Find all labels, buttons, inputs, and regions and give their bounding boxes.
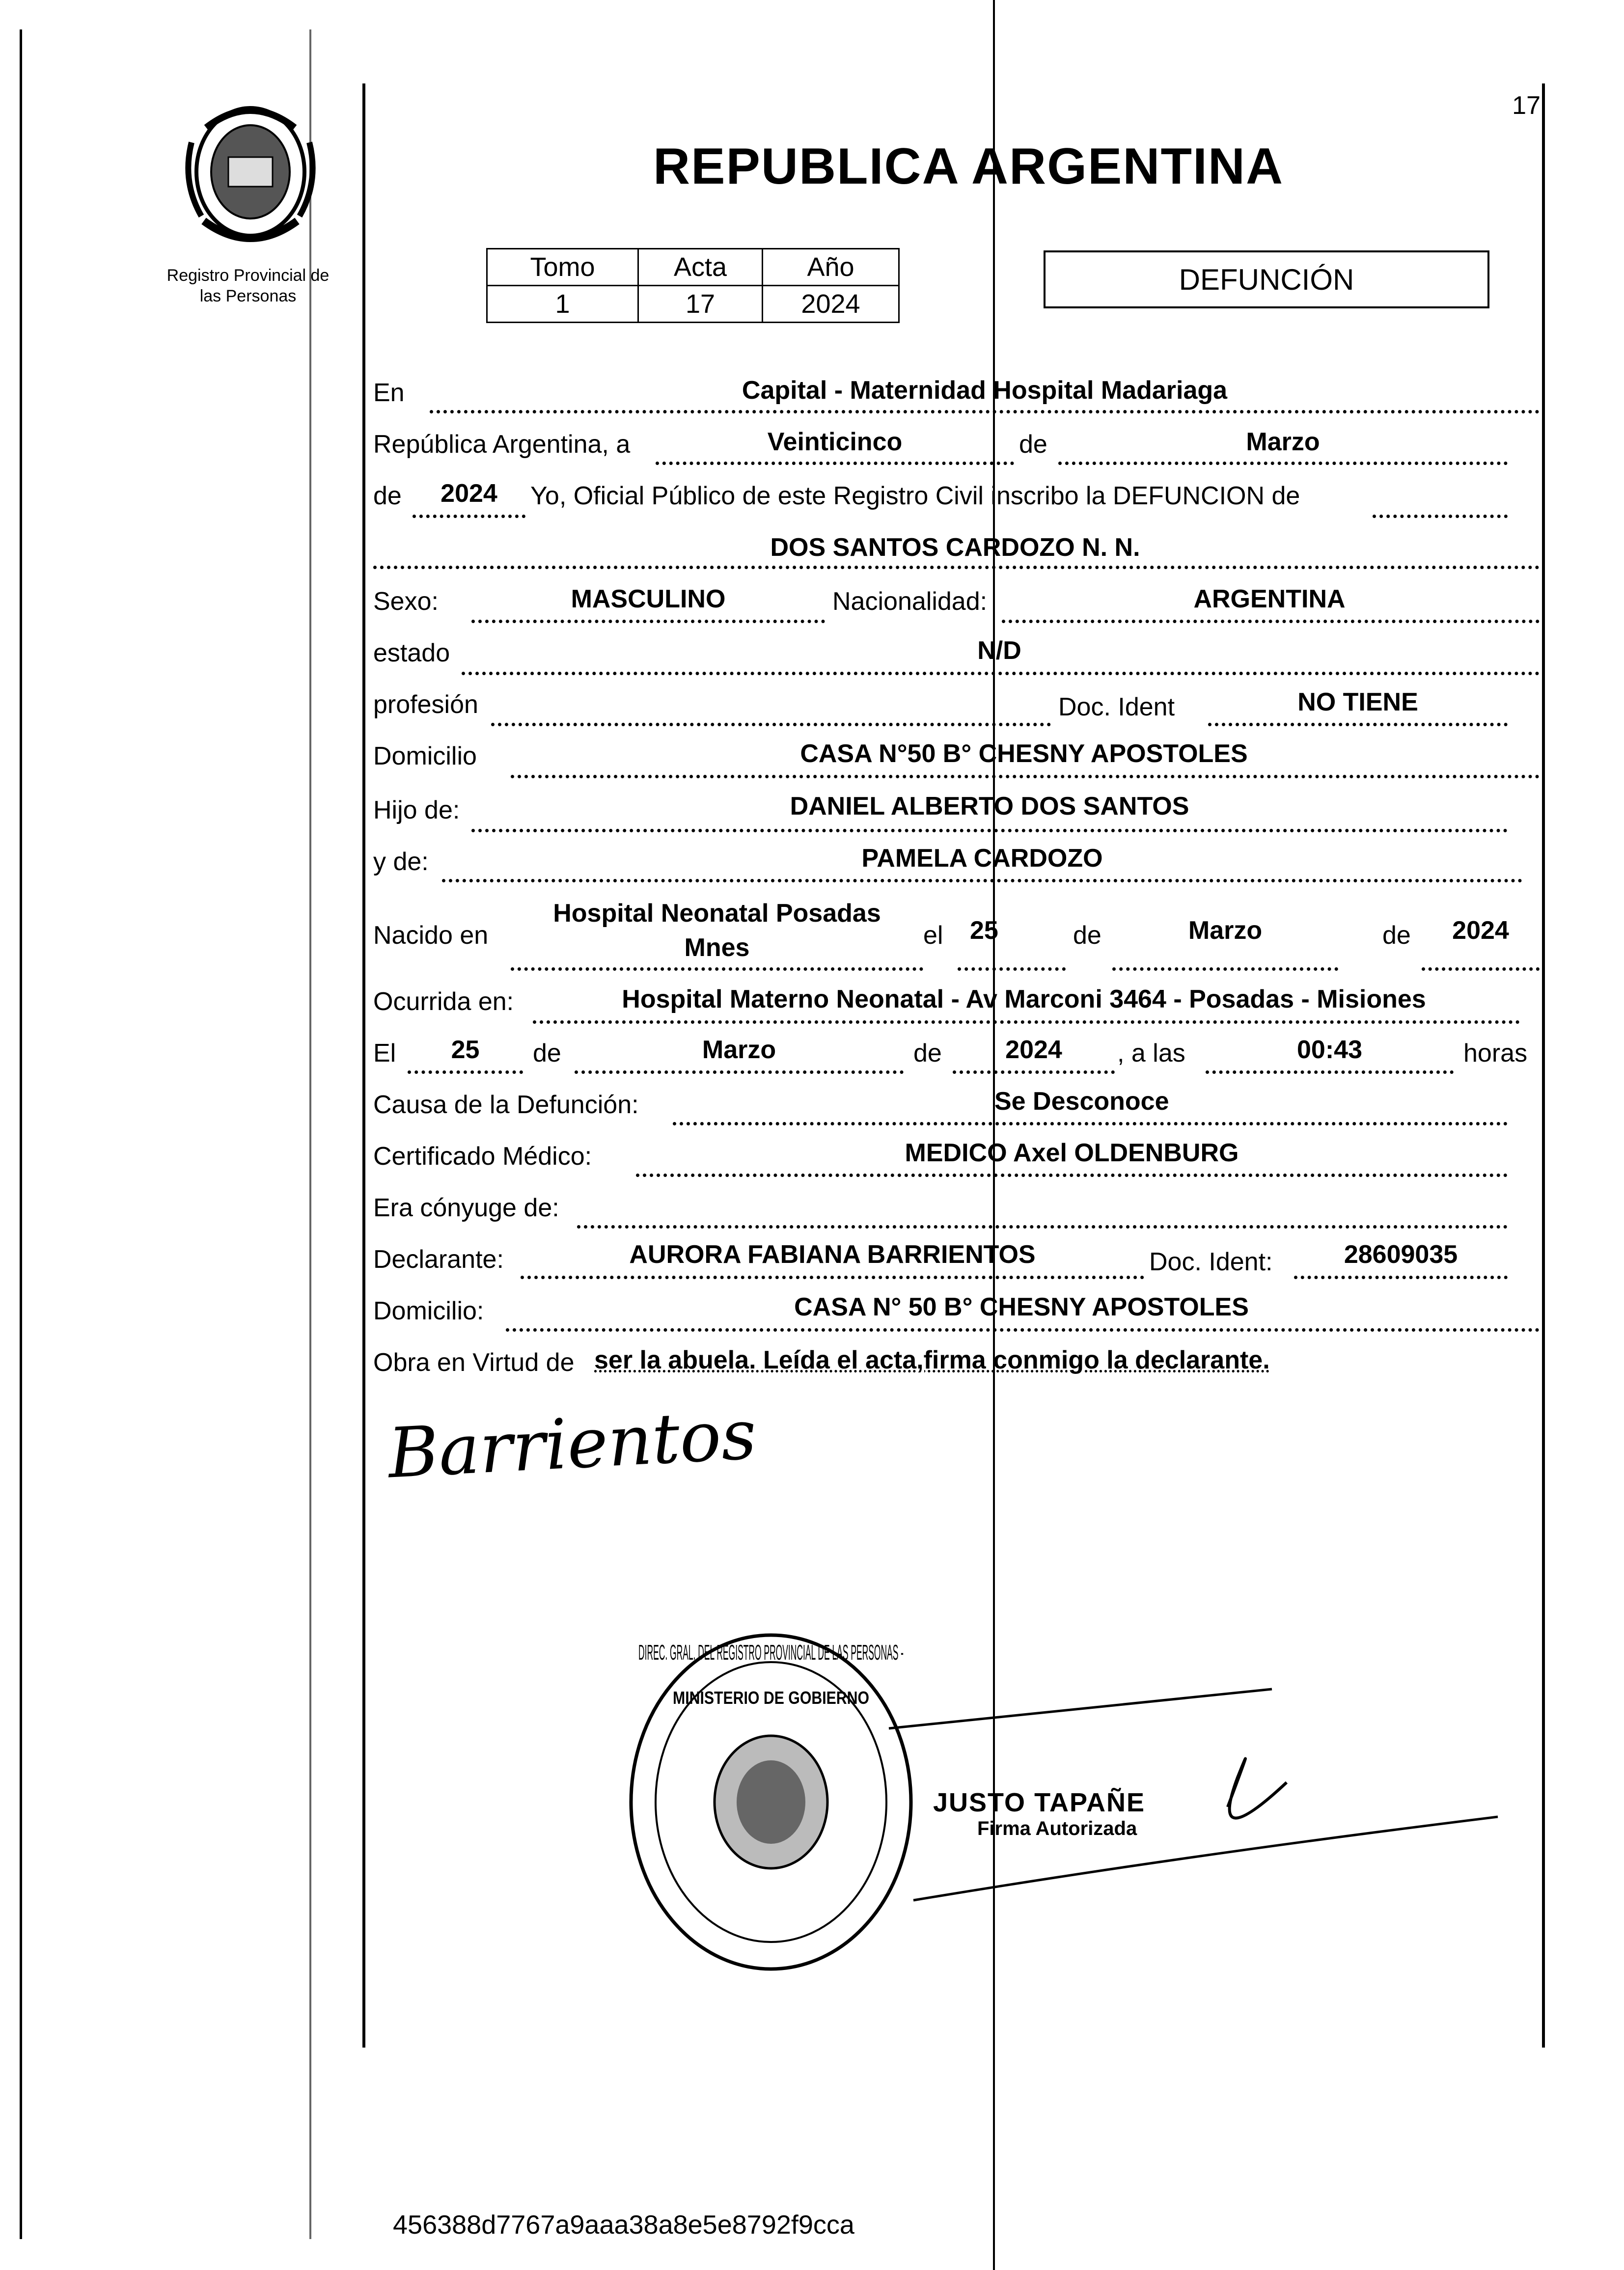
estado-label: estado bbox=[373, 639, 450, 667]
content-right-border bbox=[1542, 83, 1545, 2048]
acta-value: 17 bbox=[638, 286, 763, 323]
nacido-month-line bbox=[1112, 967, 1338, 971]
nacido-label: Nacido en bbox=[373, 921, 489, 950]
scan-fold-line bbox=[993, 0, 995, 2270]
province-caption bbox=[150, 265, 346, 306]
oficial-text: Yo, Oficial Público de este Registro Civil inscribo la DEFUNCION de bbox=[530, 482, 1300, 510]
hijo-label: Hijo de: bbox=[373, 796, 460, 824]
record-type: DEFUNCIÓN bbox=[1179, 263, 1354, 296]
day-value: Veinticinco bbox=[767, 428, 903, 456]
nacido-de-label: de bbox=[1073, 921, 1101, 950]
ocurrida-line bbox=[533, 1020, 1520, 1024]
province-seal-logo bbox=[177, 98, 324, 250]
doc-ident-line bbox=[1208, 723, 1508, 726]
authorized-name: JUSTO TAPAÑE bbox=[933, 1788, 1146, 1817]
tomo-header: Tomo bbox=[487, 249, 638, 286]
sexo-value: MASCULINO bbox=[571, 585, 726, 613]
month-value: Marzo bbox=[1246, 428, 1320, 456]
estado-line bbox=[462, 672, 1540, 675]
page-number: 17 bbox=[1512, 91, 1541, 120]
obra-value: ser la abuela. Leída el acta,firma conmigo la declarante. bbox=[594, 1346, 1270, 1374]
en-line bbox=[430, 410, 1540, 413]
de-label: de bbox=[1019, 430, 1047, 459]
certificado-line bbox=[636, 1174, 1508, 1177]
death-day-line bbox=[408, 1070, 523, 1074]
hijo-line bbox=[471, 829, 1508, 832]
causa-label: Causa de la Defunción: bbox=[373, 1091, 639, 1119]
de-label-2: de bbox=[373, 482, 402, 510]
anio-value: 2024 bbox=[763, 286, 899, 323]
a-las-label: , a las bbox=[1117, 1039, 1185, 1067]
obra-label: Obra en Virtud de bbox=[373, 1348, 575, 1377]
death-year: 2024 bbox=[1005, 1036, 1062, 1064]
page-title: REPUBLICA ARGENTINA bbox=[653, 138, 1284, 195]
month-line bbox=[1058, 462, 1508, 465]
profesion-line bbox=[491, 723, 1051, 726]
sexo-label: Sexo: bbox=[373, 587, 439, 616]
province-caption-line2: las Personas bbox=[199, 287, 297, 305]
declarante-label: Declarante: bbox=[373, 1245, 504, 1274]
death-de-label: de bbox=[533, 1039, 561, 1067]
declarante-value: AURORA FABIANA BARRIENTOS bbox=[629, 1240, 1036, 1269]
conyuge-label: Era cónyuge de: bbox=[373, 1194, 559, 1222]
declarante-doc-label: Doc. Ident: bbox=[1149, 1248, 1273, 1276]
death-month-line bbox=[575, 1070, 904, 1074]
sexo-line bbox=[471, 620, 825, 623]
registry-value-row bbox=[487, 286, 899, 323]
domicilio2-line bbox=[506, 1328, 1540, 1332]
footer-hash: 456388d7767a9aaa38a8e5e8792f9cca bbox=[393, 2210, 854, 2240]
ocurrida-value: Hospital Materno Neonatal - Av Marconi 3464 - Posadas - Misiones bbox=[622, 985, 1426, 1013]
signature-text: Barrientos bbox=[386, 1395, 759, 1494]
domicilio2-label: Domicilio: bbox=[373, 1297, 484, 1325]
year-value: 2024 bbox=[440, 479, 497, 508]
death-time: 00:43 bbox=[1297, 1036, 1362, 1064]
El-label: El bbox=[373, 1039, 396, 1067]
en-label: En bbox=[373, 379, 405, 407]
death-day: 25 bbox=[451, 1036, 480, 1064]
nacido-day-line bbox=[958, 967, 1066, 971]
domicilio-line bbox=[511, 775, 1540, 778]
anio-header: Año bbox=[763, 249, 899, 286]
deceased-name: DOS SANTOS CARDOZO N. N. bbox=[770, 533, 1140, 562]
en-value: Capital - Maternidad Hospital Madariaga bbox=[742, 376, 1228, 405]
stamp-inner-text: MINISTERIO DE GOBIERNO bbox=[673, 1688, 869, 1708]
nacido-place-line bbox=[511, 967, 923, 971]
death-time-line bbox=[1206, 1070, 1454, 1074]
hijo-value: DANIEL ALBERTO DOS SANTOS bbox=[790, 792, 1189, 820]
nacido-place-line1: Hospital Neonatal Posadas bbox=[553, 899, 881, 928]
death-year-line bbox=[953, 1070, 1115, 1074]
day-line bbox=[656, 462, 1014, 465]
certificado-value: MEDICO Axel OLDENBURG bbox=[905, 1139, 1239, 1167]
causa-line bbox=[673, 1122, 1508, 1125]
content-left-border bbox=[362, 83, 365, 2048]
nacido-day: 25 bbox=[970, 916, 998, 945]
profesion-label: profesión bbox=[373, 690, 478, 719]
nacido-year: 2024 bbox=[1452, 916, 1509, 945]
conyuge-line bbox=[577, 1225, 1508, 1229]
doc-ident-value: NO TIENE bbox=[1297, 688, 1418, 716]
authorized-signature bbox=[933, 1787, 1145, 1840]
nacionalidad-label: Nacionalidad: bbox=[832, 587, 988, 616]
domicilio-label: Domicilio bbox=[373, 742, 477, 770]
ocurrida-label: Ocurrida en: bbox=[373, 987, 514, 1016]
certificado-label: Certificado Médico: bbox=[373, 1142, 592, 1171]
acta-header: Acta bbox=[638, 249, 763, 286]
registry-header-row bbox=[487, 249, 899, 286]
record-type-box bbox=[1044, 250, 1489, 308]
republica-label: República Argentina, a bbox=[373, 430, 631, 459]
nacionalidad-value: ARGENTINA bbox=[1193, 585, 1346, 613]
year-line bbox=[413, 515, 525, 518]
yde-label: y de: bbox=[373, 848, 429, 876]
name-line bbox=[373, 566, 1540, 569]
declarante-line bbox=[521, 1276, 1144, 1279]
horas-label: horas bbox=[1463, 1039, 1528, 1067]
nacido-month: Marzo bbox=[1188, 916, 1263, 945]
left-edge-line bbox=[20, 29, 22, 2239]
declarante-doc-line bbox=[1294, 1276, 1508, 1279]
official-stamp bbox=[624, 1630, 918, 1974]
oficial-line bbox=[1373, 515, 1508, 518]
yde-line bbox=[442, 879, 1522, 882]
left-margin-line bbox=[309, 29, 311, 2239]
yde-value: PAMELA CARDOZO bbox=[861, 844, 1103, 873]
authorized-caption: Firma Autorizada bbox=[977, 1818, 1137, 1839]
el-label: el bbox=[923, 921, 943, 950]
nacido-de-label-2: de bbox=[1382, 921, 1411, 950]
estado-value: N/D bbox=[977, 636, 1021, 665]
tomo-value: 1 bbox=[487, 286, 638, 323]
domicilio2-value: CASA N° 50 B° CHESNY APOSTOLES bbox=[794, 1293, 1249, 1321]
doc-ident-label: Doc. Ident bbox=[1058, 693, 1175, 721]
province-caption-line1: Registro Provincial de bbox=[166, 266, 330, 285]
nacido-place-line2: Mnes bbox=[684, 933, 750, 962]
nacionalidad-line bbox=[1002, 620, 1540, 623]
stamp-outer-text: DIREC. GRAL. DEL REGISTRO PROVINCIAL DE LAS PERSONAS - bbox=[638, 1641, 904, 1665]
causa-value: Se Desconoce bbox=[994, 1087, 1169, 1116]
nacido-year-line bbox=[1422, 967, 1540, 971]
registry-table bbox=[486, 248, 900, 323]
death-month: Marzo bbox=[702, 1036, 776, 1064]
death-de-label-2: de bbox=[913, 1039, 942, 1067]
declarante-doc-value: 28609035 bbox=[1344, 1240, 1458, 1269]
domicilio-value: CASA N°50 B° CHESNY APOSTOLES bbox=[800, 739, 1248, 768]
declarant-signature bbox=[386, 1395, 758, 1494]
